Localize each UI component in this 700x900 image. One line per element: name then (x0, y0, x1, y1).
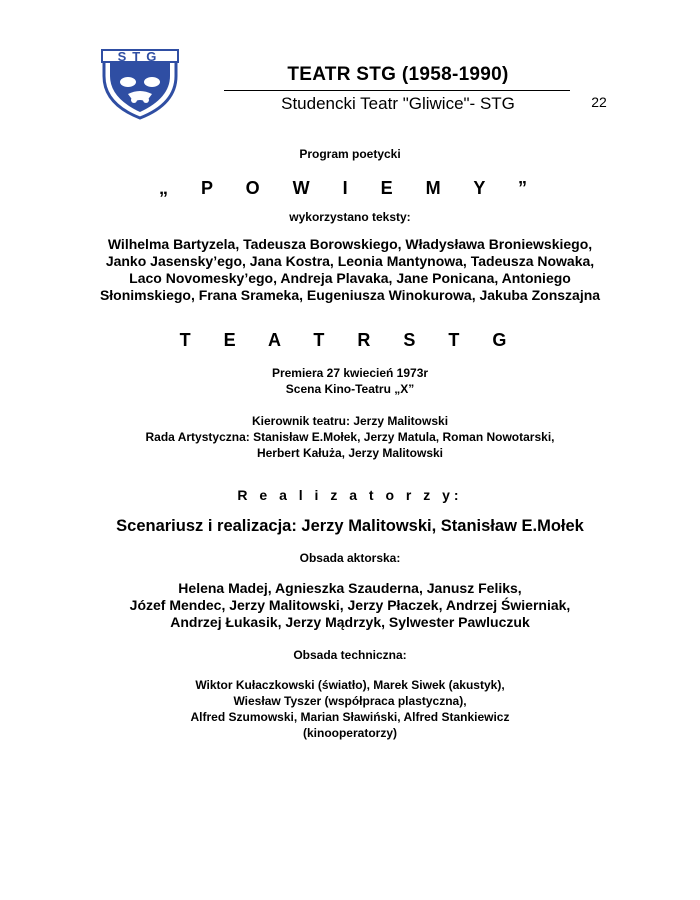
cast-line: Helena Madej, Agnieszka Szauderna, Janusz Feliks, (178, 580, 522, 596)
svg-text:STG: STG (117, 49, 163, 64)
authors-line: Janko Jasensky’ego, Jana Kostra, Leonia Mantynowa, Tadeusza Nowaka, (105, 253, 595, 269)
authors-list (60, 236, 640, 304)
page-title: TEATR STG (1958-1990) (287, 64, 509, 85)
tech-list (60, 677, 640, 741)
tech-line: (kinooperatorzy) (302, 726, 397, 740)
theatre-name: T E A T R S T G (179, 330, 521, 350)
tech-line: Wiktor Kułaczkowski (światło), Marek Siwek (akustyk), (195, 678, 505, 692)
council-line: Rada Artystyczna: Stanisław E.Mołek, Jerzy Matula, Roman Nowotarski, (145, 430, 555, 444)
program-content (60, 146, 640, 741)
used-texts-label: wykorzystano teksty: (289, 210, 411, 224)
premiere-date: Premiera 27 kwiecień 1973r (271, 366, 429, 380)
council-line: Herbert Kałuża, Jerzy Malitowski (256, 446, 444, 460)
director: Kierownik teatru: Jerzy Malitowski (251, 414, 449, 428)
cast-line: Józef Mendec, Jerzy Malitowski, Jerzy Płaczek, Andrzej Świerniak, (129, 597, 571, 613)
tech-heading: Obsada techniczna: (293, 648, 407, 662)
header-divider (224, 90, 570, 91)
program-label: Program poetycki (299, 147, 401, 161)
authors-line: Wilhelma Bartyzela, Tadeusza Borowskiego, Władysława Broniewskiego, (107, 236, 593, 252)
cast-heading: Obsada aktorska: (299, 551, 401, 565)
authors-line: Słonimskiego, Frana Srameka, Eugeniusza Winokurowa, Jakuba Zonszajna (99, 287, 601, 303)
premiere-venue: Scena Kino-Teatru „X” (285, 382, 415, 396)
authors-line: Laco Novomesky’ego, Andreja Plavaka, Jane Ponicana, Antoniego (129, 270, 571, 286)
cast-line: Andrzej Łukasik, Jerzy Mądrzyk, Sylwester Pawluczuk (170, 614, 530, 630)
premiere-info (60, 365, 640, 397)
page-subtitle: Studencki Teatr "Gliwice"- STG (281, 94, 515, 113)
management-info (60, 413, 640, 461)
cast-list (60, 580, 640, 631)
tech-line: Alfred Szumowski, Marian Sławiński, Alfred Stankiewicz (190, 710, 510, 724)
stg-mask-logo-icon (98, 42, 182, 120)
program-name: „ P O W I E M Y ” (158, 178, 542, 198)
page-number: 22 (591, 94, 607, 110)
script-and-direction: Scenariusz i realizacja: Jerzy Malitowski, Stanisław E.Mołek (116, 517, 584, 535)
creators-heading: R e a l i z a t o r z y: (237, 487, 463, 503)
stg-logo (98, 42, 182, 120)
tech-line: Wiesław Tyszer (współpraca plastyczna), (233, 694, 467, 708)
